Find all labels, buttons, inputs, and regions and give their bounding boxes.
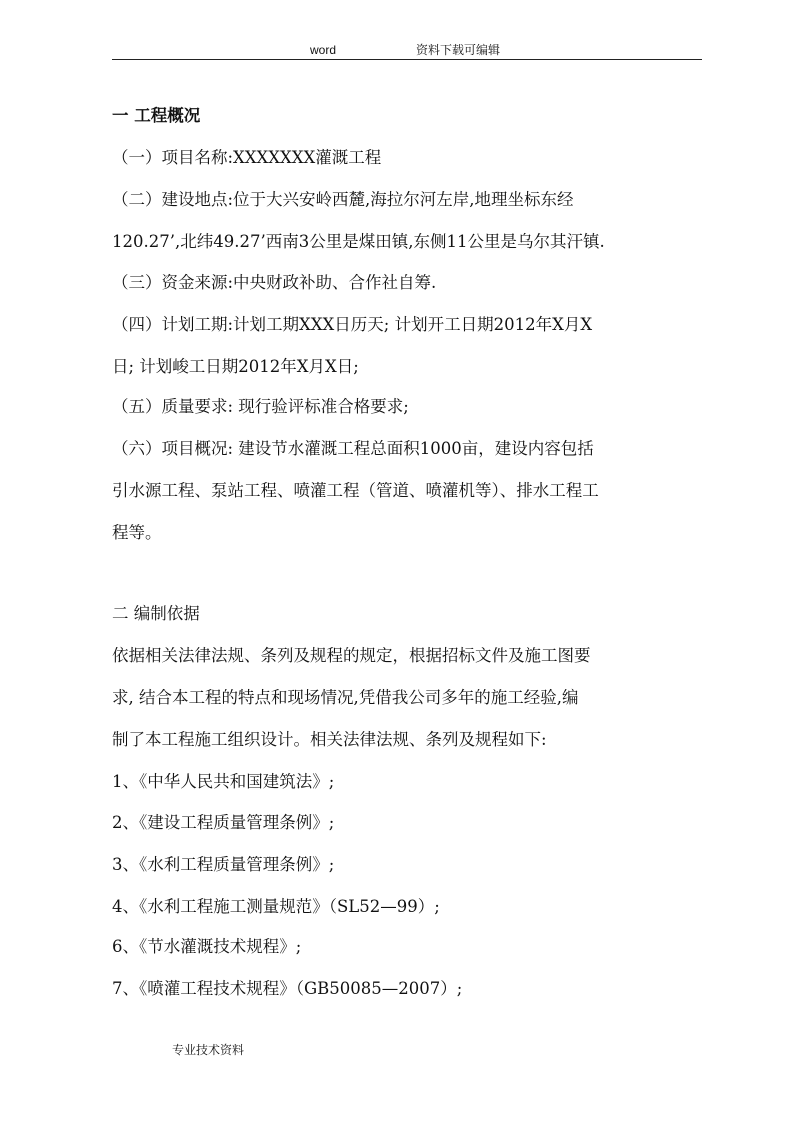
list-item: 6、《节水灌溉技术规程》;	[112, 937, 302, 956]
header-note: 资料下载可编辑	[416, 43, 501, 57]
paragraph-line: （六）项目概况: 建设节水灌溉工程总面积1000亩，建设内容包括	[112, 439, 594, 458]
paragraph-line: 120.27’,北纬49.27’西南3公里是煤田镇,东侧11公里是乌尔其汗镇.	[112, 232, 605, 251]
paragraph-line: 程等。	[112, 523, 162, 542]
section-1-title: 一 工程概况	[112, 106, 201, 125]
list-item: 7、《喷灌工程技术规程》（GB50085—2007）;	[112, 979, 463, 998]
list-item: 1、《中华人民共和国建筑法》;	[112, 772, 335, 791]
paragraph-line: 制了本工程施工组织设计。相关法律法规、条列及规程如下:	[112, 730, 547, 749]
paragraph-line: （五）质量要求: 现行验评标准合格要求;	[112, 397, 409, 416]
paragraph-line: 依据相关法律法规、条列及规程的规定，根据招标文件及施工图要	[112, 646, 591, 665]
paragraph-line: 引水源工程、泵站工程、喷灌工程（管道、喷灌机等）、排水工程工	[112, 481, 599, 500]
list-item: 4、《水利工程施工测量规范》（SL52—99）;	[112, 897, 440, 916]
paragraph-line: 求, 结合本工程的特点和现场情况,凭借我公司多年的施工经验,编	[112, 688, 579, 707]
paragraph-line: （二）建设地点:位于大兴安岭西麓,海拉尔河左岸,地理坐标东经	[112, 190, 574, 209]
list-item: 3、《水利工程质量管理条例》;	[112, 855, 335, 874]
list-item: 2、《建设工程质量管理条例》;	[112, 813, 335, 832]
paragraph-line: （四）计划工期:计划工期XXX日历天; 计划开工日期2012年X月X	[112, 315, 593, 334]
paragraph-line: （三）资金来源:中央财政补助、合作社自筹.	[112, 273, 437, 292]
paragraph-line: 日; 计划峻工日期2012年X月X日;	[112, 357, 359, 376]
header-divider	[112, 59, 702, 60]
header-app-label: word	[310, 43, 337, 57]
page-footer: 专业技术资料	[172, 1043, 245, 1057]
section-2-title: 二 编制依据	[112, 604, 200, 623]
paragraph-line: （一）项目名称:XXXXXXX灌溉工程	[112, 148, 382, 167]
